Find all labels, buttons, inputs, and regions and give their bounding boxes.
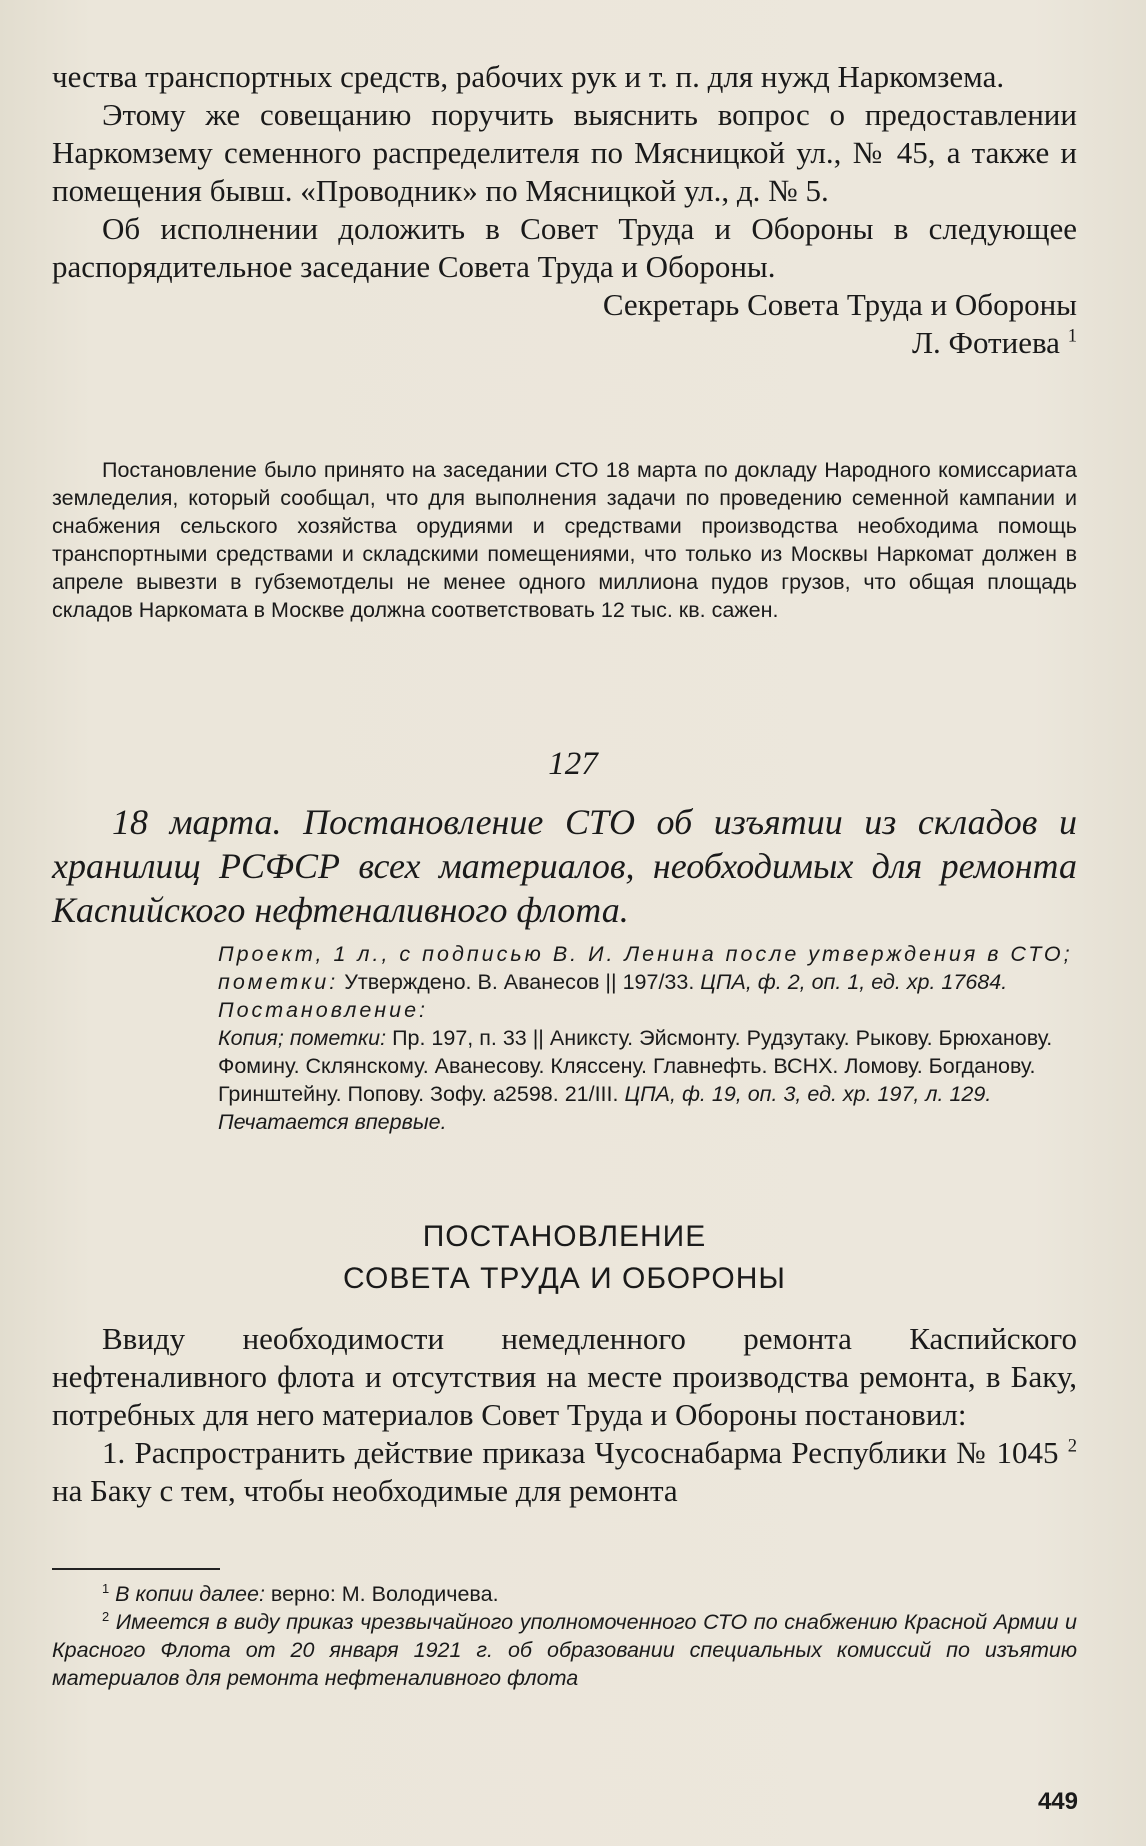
- resolution-title: [52, 1216, 1077, 1300]
- document-heading-block: [52, 800, 1077, 932]
- meta-first-print: Печатается впервые.: [218, 1110, 447, 1134]
- resolution-intro: Ввиду необходимости немедленного ремонта Каспийского нефтеналивного флота и отсутствия на месте производства ремонта, в Баку, потребных для него материалов Совет Труда и Обороны постановил:: [52, 1321, 1077, 1432]
- meta-resolution: Постановление:: [218, 998, 429, 1022]
- continued-text: [52, 58, 1077, 362]
- document-heading: 18 марта. Постановление СТО об изъятии из складов и хранилищ РСФСР всех материалов, необходимых для ремонта Каспийского нефтеналивного флота.: [52, 802, 1077, 930]
- footnote-rule: [52, 1568, 220, 1570]
- note-text: Постановление было принято на заседании СТО 18 марта по докладу Народного комиссариата земледелия, который сообщал, что для выполнения задачи по проведению семенной кампании и снабжения сельского хозяйства орудиями и средствами производства необходима помощь транспортными средствами и складскими помещениями, что только из Москвы Наркомат должен в апреле вывезти в губземотделы не менее одного миллиона пудов грузов, что общая площадь складов Наркомата в Москве должна соответствовать 12 тыс. кв. сажен.: [52, 458, 1077, 622]
- editorial-note: [52, 456, 1077, 624]
- footnote-2: $^2$ Имеется в виду приказ чрезвычайного уполномоченного СТО по снабжению Красной Армии и Красного Флота от 20 января 1921 г. об образовании специальных комиссий по изъятию материалов для ремонта нефтеналивного флота: [52, 1608, 1077, 1690]
- resolution-point-1: 1. Распространить действие приказа Чусоснабарма Республики № 1045 $^2$ на Баку с тем, чтобы необходимые для ремонта: [52, 1435, 1077, 1508]
- paragraph-report: Об исполнении доложить в Совет Труда и Обороны в следующее распорядительное заседание Совета Труда и Обороны.: [52, 211, 1077, 284]
- archival-meta: [218, 940, 1078, 1136]
- signature-name: Л. Фотиева: [911, 325, 1060, 360]
- title-line-1: ПОСТАНОВЛЕНИЕ: [422, 1220, 707, 1253]
- meta-copy: Копия; пометки: Пр. 197, п. 33 || Аниксту. Эйсмонту. Рудзутаку. Рыкову. Брюханову. Фомину. Склянскому. Аванесову. Кляссену. Главнефть. ВСНХ. Ломову. Богданову. Гринштейну. Попову. Зофу. а2598. 21/III. ЦПА, ф. 19, оп. 3, ед. хр. 197, л. 129.: [218, 1026, 1053, 1106]
- page-number: 449: [1037, 1788, 1078, 1815]
- title-line-2: СОВЕТА ТРУДА И ОБОРОНЫ: [343, 1262, 786, 1295]
- footnote-1: $^1$ В копии далее: верно: М. Володичева.: [102, 1580, 499, 1606]
- footnote-ref-2: 2: [1067, 1435, 1077, 1457]
- footnote-ref-1: 1: [1067, 325, 1077, 347]
- resolution-body: [52, 1320, 1077, 1510]
- footnotes: [52, 1580, 1077, 1692]
- signature-line: [52, 324, 1077, 362]
- meta-draft: Проект, 1 л., с подписью В. И. Ленина после утверждения в СТО; пометки: Утверждено. В. Аванесов || 197/33. ЦПА, ф. 2, оп. 1, ед. хр. 17684.: [218, 942, 1073, 994]
- signature-title: Секретарь Совета Труда и Обороны: [602, 287, 1077, 322]
- paragraph-meeting: Этому же совещанию поручить выяснить вопрос о предоставлении Наркомзему семенного распределителя по Мясницкой ул., № 45, а также и помещения бывш. «Проводник» по Мясницкой ул., д. № 5.: [52, 97, 1077, 208]
- paragraph-continued: чества транспортных средств, рабочих рук и т. п. для нужд Наркомзема.: [52, 59, 1005, 94]
- document-number: 127: [548, 746, 598, 782]
